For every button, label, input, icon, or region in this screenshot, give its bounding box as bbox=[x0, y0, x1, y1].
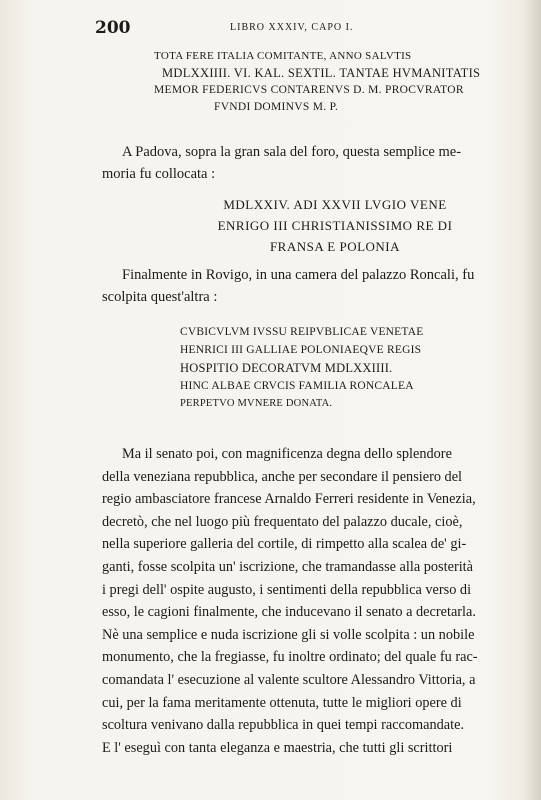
page-number: 200 bbox=[95, 18, 131, 38]
inscription-line: TOTA FERE ITALIA COMITANTE, ANNO SALVTIS bbox=[154, 50, 412, 62]
inscription-line: MDLXXIIII. VI. KAL. SEXTIL. TANTAE HVMANITATIS bbox=[162, 66, 481, 80]
text-line: E l' eseguì con tanta eleganza e maestria, che tutti gli scrittori bbox=[102, 739, 453, 756]
inscription-line: CVBICVLVM IVSSU REIPVBLICAE VENETAE bbox=[180, 326, 424, 338]
text-line: Ma il senato poi, con magnificenza degna dello splendore bbox=[122, 446, 452, 462]
text-line: scolpita quest'altra : bbox=[102, 288, 218, 305]
text-line: nella superiore galleria del cortile, di rimpetto alla scalea de' gi- bbox=[102, 536, 467, 553]
inscription-line: ENRIGO III CHRISTIANISSIMO RE DI bbox=[217, 218, 453, 233]
text-line: moria fu collocata : bbox=[102, 165, 216, 182]
text-line: scoltura venivano dalla repubblica in quei tempi raccomandate. bbox=[102, 717, 465, 734]
page-header bbox=[95, 18, 515, 38]
paragraph-padova bbox=[102, 142, 522, 185]
inscription-line: FRANSA E POLONIA bbox=[269, 239, 401, 254]
text-line: esso, le cagioni finalmente, che inducevano il senato a decretarla. bbox=[102, 604, 476, 621]
page-gutter-shadow bbox=[523, 0, 541, 800]
inscription-line: FVNDI DOMINVS M. P. bbox=[214, 101, 339, 113]
paragraph-rovigo bbox=[102, 265, 522, 308]
inscription-line: PERPETVO MVNERE DONATA. bbox=[180, 398, 333, 409]
inscription-rovigo bbox=[180, 323, 500, 413]
text-line: i pregi dell' ospite augusto, i sentimenti della repubblica verso di bbox=[102, 581, 472, 598]
text-line: monumento, che la fregiasse, fu inoltre ordinato; del quale fu rac- bbox=[102, 649, 478, 666]
text-line: cui, per la fama meritamente ottenuta, tutte le migliori opere di bbox=[102, 694, 462, 711]
text-line: Finalmente in Rovigo, in una camera del palazzo Roncali, fu bbox=[122, 267, 475, 283]
text-line: decretò, che nel luogo più frequentato del palazzo ducale, cioè, bbox=[102, 513, 463, 530]
inscription-line: MEMOR FEDERICVS CONTARENVS D. M. PROCVRATOR bbox=[154, 84, 464, 96]
inscription-line: MDLXXIV. ADI XXVII LVGIO VENE bbox=[223, 197, 447, 212]
text-line: della veneziana repubblica, anche per secondare il pensiero del bbox=[102, 468, 463, 485]
running-head: LIBRO XXXIV, CAPO I. bbox=[230, 22, 354, 33]
inscription-venice bbox=[154, 48, 494, 116]
inscription-line: HOSPITIO DECORATVM MDLXXIIII. bbox=[180, 361, 393, 375]
paragraph-senato bbox=[102, 443, 522, 759]
text-line: comandata l' esecuzione al valente scultore Alessandro Vittoria, a bbox=[102, 671, 476, 688]
text-line: Nè una semplice e nuda iscrizione gli si volle scolpita : un nobile bbox=[102, 626, 475, 643]
inscription-line: HINC ALBAE CRVCIS FAMILIA RONCALEA bbox=[180, 380, 414, 392]
inscription-padova bbox=[185, 194, 485, 257]
text-line: ganti, fosse scolpita un' iscrizione, che tramandasse alla posterità bbox=[102, 558, 473, 575]
inscription-line: HENRICI III GALLIAE POLONIAEQVE REGIS bbox=[180, 344, 422, 356]
text-line: A Padova, sopra la gran sala del foro, questa semplice me- bbox=[122, 144, 462, 160]
text-line: regio ambasciatore francese Arnaldo Ferreri residente in Venezia, bbox=[102, 491, 476, 508]
